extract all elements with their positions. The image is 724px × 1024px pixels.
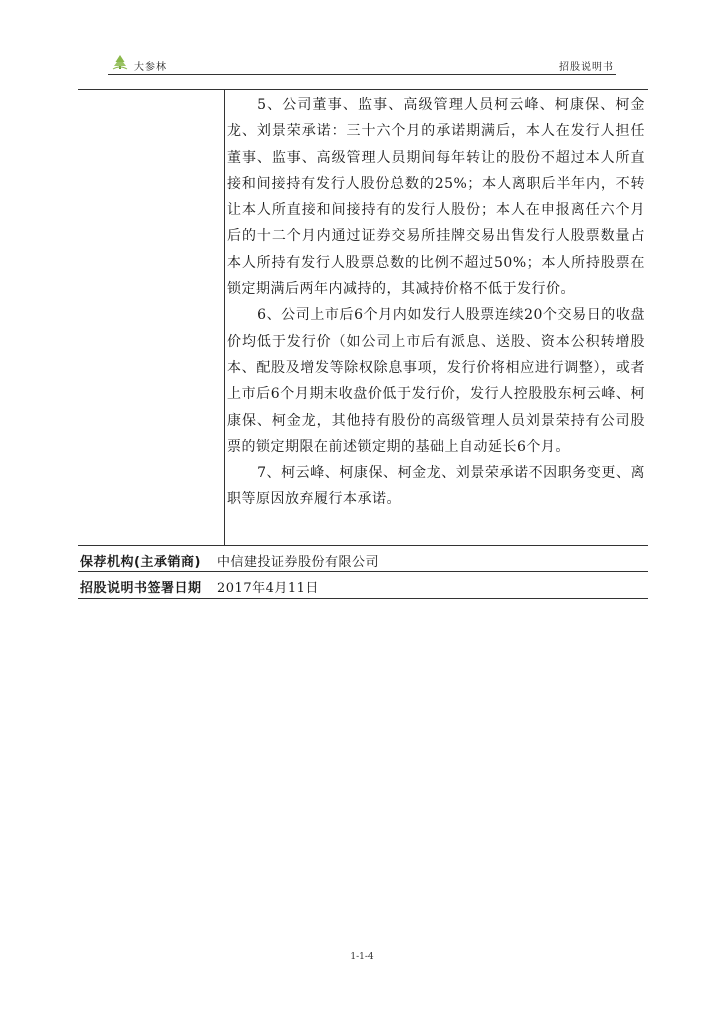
signing-date-value: 2017年4月11日 bbox=[217, 581, 319, 596]
page-number: 1-1-4 bbox=[350, 952, 374, 962]
tree-logo-icon bbox=[112, 54, 128, 70]
header-divider bbox=[108, 74, 616, 75]
commitment-paragraph-7: 7、柯云峰、柯康保、柯金龙、刘景荣承诺不因职务变更、离职等原因放弃履行本承诺。 bbox=[227, 465, 645, 508]
sponsor-row bbox=[78, 545, 648, 572]
brand-name: 大参林 bbox=[134, 62, 167, 73]
commitment-cell bbox=[224, 90, 649, 545]
page-header bbox=[108, 52, 616, 76]
sponsor-value: 中信建投证券股份有限公司 bbox=[217, 555, 380, 570]
signing-date-row bbox=[78, 571, 648, 599]
sponsor-label: 保荐机构(主承销商) bbox=[80, 555, 201, 570]
commitment-paragraph-6: 6、公司上市后6个月内如发行人股票连续20个交易日的收盘价均低于发行价（如公司上市后有派息、送股、资本公积转增股本、配股及增发等除权除息事项，发行价将相应进行调整），或者上市后6个月期末收盘价低于发行价，发行人控股股东柯云峰、柯康保、柯金龙，其他持有股份的高级管理人员刘景荣持有公司股票的锁定期限在前述锁定期的基础上自动延长6个月。 bbox=[227, 307, 645, 455]
commitment-paragraph-5: 5、公司董事、监事、高级管理人员柯云峰、柯康保、柯金龙、刘景荣承诺：三十六个月的承诺期满后，本人在发行人担任董事、监事、高级管理人员期间每年转让的股份不超过本人所直接和间接持有发行人股份总数的25%；本人离职后半年内，不转让本人所直接和间接持有的发行人股份；本人在申报离任六个月后的十二个月内通过证券交易所挂牌交易出售发行人股票数量占本人所持有发行人股票总数的比例不超过50%；本人所持股票在锁定期满后两年内减持的，其减持价格不低于发行价。 bbox=[227, 97, 645, 298]
document-type: 招股说明书 bbox=[559, 62, 614, 73]
signing-date-label: 招股说明书签署日期 bbox=[80, 581, 202, 596]
